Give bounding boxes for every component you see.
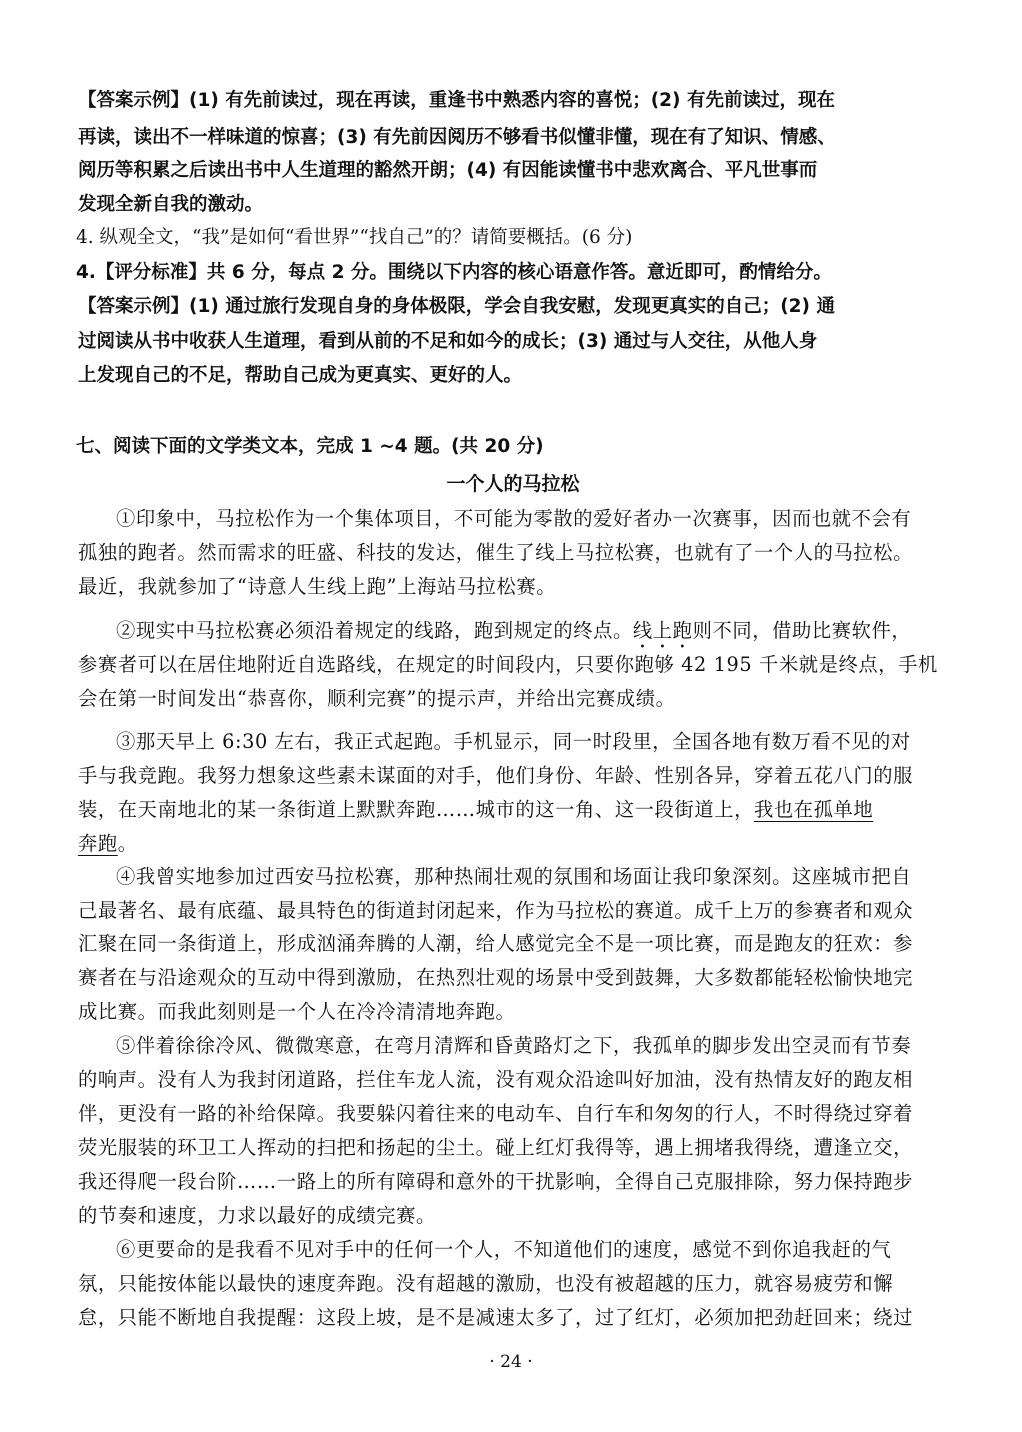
underlined-text: 我也在孤单地 bbox=[753, 798, 874, 821]
paragraph-line bbox=[78, 831, 138, 857]
paragraph-line: 成比赛。而我此刻则是一个人在冷冷清清地奔跑。 bbox=[78, 1000, 516, 1023]
paragraph-line: 己最著名、最有底蕴、最具特色的街道封闭起来，作为马拉松的赛道。成千上万的参赛者和观众 bbox=[78, 899, 914, 922]
answer-example-line: 再读，读出不一样味道的惊喜；(3) 有先前因阅历不够看书似懂非懂，现在有了知识、情感、 bbox=[78, 127, 836, 148]
paragraph-line bbox=[78, 797, 873, 823]
paragraph-line: 参赛者可以在居住地附近自选路线，在规定的时间段内，只要你跑够 42 195 千米就是终点，手机 bbox=[78, 653, 938, 676]
text-run: 则不同，借助比赛软件， bbox=[692, 619, 912, 642]
paragraph-line: ⑥更要命的是我看不见对手中的任何一个人，不知道他们的速度，感觉不到你追我赶的气 bbox=[116, 1238, 892, 1261]
paragraph-line: 我还得爬一段台阶……一路上的所有障碍和意外的干扰影响，全得自己克服排除，努力保持跑步 bbox=[78, 1170, 914, 1193]
paragraph-line bbox=[116, 618, 911, 653]
paragraph-line: ①印象中，马拉松作为一个集体项目，不可能为零散的爱好者办一次赛事，因而也就不会有 bbox=[116, 507, 912, 530]
answer-example-line: 阅历等积累之后读出书中人生道理的豁然开朗；(4) 有因能读懂书中悲欢离合、平凡世事而 bbox=[78, 160, 818, 181]
paragraph-line: 汇聚在同一条街道上，形成汹涌奔腾的人潮，给人感觉完全不是一项比赛，而是跑友的狂欢：参 bbox=[78, 932, 914, 955]
answer-example-line: 【答案示例】(1) 通过旅行发现自身的身体极限，学会自我安慰，发现更真实的自己；(2) 通 bbox=[78, 296, 835, 317]
paragraph-line: 手与我竞跑。我努力想象这些素未谋面的对手，他们身份、年龄、性别各异，穿着五花八门的服 bbox=[78, 764, 914, 787]
answer-example-line: 上发现自己的不足，帮助自己成为更真实、更好的人。 bbox=[78, 365, 523, 386]
answer-example-line: 发现全新自我的激动。 bbox=[78, 194, 264, 215]
paragraph-line: ④我曾实地参加过西安马拉松赛，那种热闹壮观的氛围和场面让我印象深刻。这座城市把自 bbox=[116, 865, 912, 888]
page-number: · 24 · bbox=[489, 1352, 533, 1372]
paragraph-line: ③那天早上 6:30 左右，我正式起跑。手机显示，同一时段里，全国各地有数万看不见的对 bbox=[116, 730, 911, 753]
article-title: 一个人的马拉松 bbox=[446, 473, 580, 495]
answer-example-line: 【答案示例】(1) 有先前读过，现在再读，重逢书中熟悉内容的喜悦；(2) 有先前读过，现在 bbox=[78, 90, 835, 111]
paragraph-line: 怠，只能不断地自我提醒：这段上坡，是不是减速太多了，过了红灯，必须加把劲赶回来；绕过 bbox=[78, 1306, 914, 1329]
paragraph-line: 的节奏和速度，力求以最好的成绩完赛。 bbox=[78, 1204, 436, 1227]
question-4: 4. 纵观全文，“我”是如何“看世界”“找自己”的？请简要概括。(6 分) bbox=[76, 227, 633, 248]
text-run: 装，在天南地北的某一条街道上默默奔跑……城市的这一角、这一段街道上， bbox=[78, 798, 754, 821]
paragraph-line: 最近，我就参加了“诗意人生线上跑”上海站马拉松赛。 bbox=[78, 575, 557, 598]
paragraph-line: 的响声。没有人为我封闭道路，拦住车龙人流，没有观众沿途叫好加油，没有热情友好的跑友相 bbox=[78, 1068, 914, 1091]
paragraph-line: 氛，只能按体能以最快的速度奔跑。没有超越的激励，也没有被超越的压力，就容易疲劳和懈 bbox=[78, 1272, 894, 1295]
paragraph-line: ⑤伴着徐徐冷风、微微寒意，在弯月清辉和昏黄路灯之下，我孤单的脚步发出空灵而有节奏 bbox=[116, 1034, 912, 1057]
text-run: ②现实中马拉松赛必须沿着规定的线路，跑到规定的终点。 bbox=[116, 619, 633, 642]
section-heading: 七、阅读下面的文学类文本，完成 1 ~4 题。(共 20 分) bbox=[76, 436, 544, 457]
underlined-text: 奔跑 bbox=[78, 832, 118, 855]
emphasized-text: 线上跑 bbox=[632, 619, 693, 642]
paragraph-line: 孤独的跑者。然而需求的旺盛、科技的发达，催生了线上马拉松赛，也就有了一个人的马拉松。 bbox=[78, 541, 914, 564]
scoring-criteria: 4.【评分标准】共 6 分，每点 2 分。围绕以下内容的核心语意作答。意近即可，酌情给分。 bbox=[76, 262, 832, 283]
paragraph-line: 会在第一时间发出“恭喜你，顺利完赛”的提示声，并给出完赛成绩。 bbox=[78, 687, 676, 710]
paragraph-line: 伴，更没有一路的补给保障。我要躲闪着往来的电动车、自行车和匆匆的行人，不时得绕过穿着 bbox=[78, 1102, 914, 1125]
text-run: 。 bbox=[117, 832, 138, 855]
answer-example-line: 过阅读从书中收获人生道理，看到从前的不足和如今的成长；(3) 通过与人交往，从他人身 bbox=[78, 331, 818, 352]
paragraph-line: 荧光服装的环卫工人挥动的扫把和扬起的尘土。碰上红灯我得等，遇上拥堵我得绕，遭逢立交， bbox=[78, 1136, 914, 1159]
paragraph-line: 赛者在与沿途观众的互动中得到激励，在热烈壮观的场景中受到鼓舞，大多数都能轻松愉快地完 bbox=[78, 966, 914, 989]
